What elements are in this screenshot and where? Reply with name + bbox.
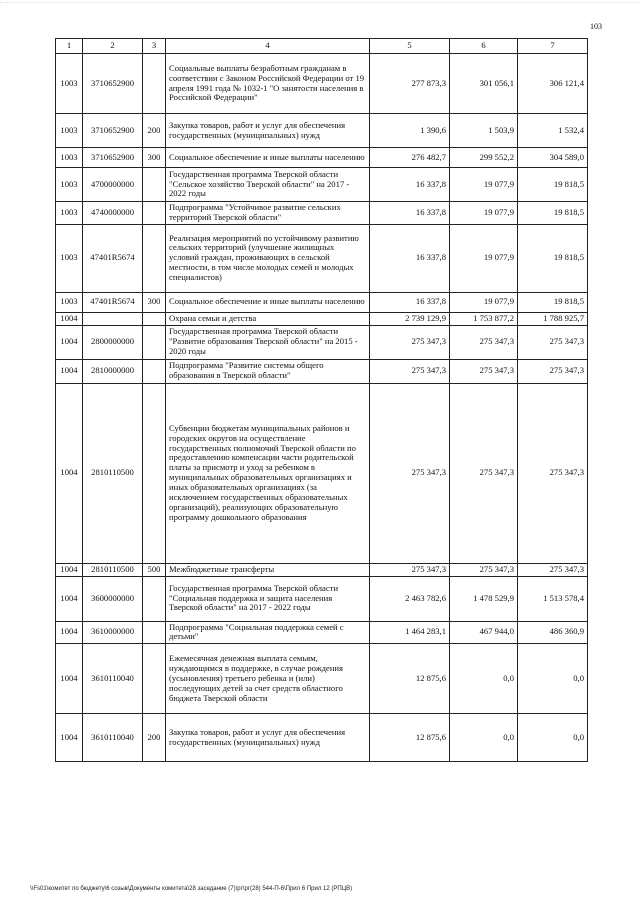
target-article-cell: 3610000000 [83, 621, 143, 644]
section-code-cell: 1004 [56, 312, 83, 325]
target-article-cell: 3710652900 [83, 114, 143, 148]
description-cell: Социальное обеспечение и иные выплаты населению [166, 148, 370, 168]
page-number: 103 [590, 22, 602, 31]
amount-2019-cell: 275 347,3 [450, 563, 518, 576]
amount-2020-cell: 304 589,0 [518, 148, 588, 168]
expense-type-cell [143, 168, 166, 202]
header-row [56, 39, 588, 54]
amount-2020-cell: 275 347,3 [518, 563, 588, 576]
target-article-cell: 47401R5674 [83, 224, 143, 292]
amount-2020-cell: 0,0 [518, 644, 588, 714]
target-article-cell: 3610110040 [83, 714, 143, 762]
budget-table-container [55, 38, 587, 762]
expense-type-cell: 200 [143, 714, 166, 762]
amount-2019-cell: 467 944,0 [450, 621, 518, 644]
description-cell: Государственная программа Тверской области "Сельское хозяйство Тверской области" на 2017 - 2022 годы [166, 168, 370, 202]
amount-2019-cell: 0,0 [450, 644, 518, 714]
amount-2019-cell: 275 347,3 [450, 383, 518, 563]
amount-2018-cell: 275 347,3 [370, 325, 450, 359]
amount-2018-cell: 1 464 283,1 [370, 621, 450, 644]
budget-table [55, 38, 588, 762]
description-cell: Ежемесячная денежная выплата семьям, нуждающимся в поддержке, в случае рождения (усыновления) третьего ребенка и (или) последующих детей за счет средств областного бюджета Тверской области [166, 644, 370, 714]
target-article-cell: 2810110500 [83, 563, 143, 576]
table-row [56, 202, 588, 225]
section-code-cell: 1003 [56, 168, 83, 202]
amount-2020-cell: 19 818,5 [518, 168, 588, 202]
amount-2019-cell: 19 077,9 [450, 224, 518, 292]
header-cell: 5 [370, 39, 450, 54]
table-body [56, 54, 588, 762]
table-row [56, 576, 588, 621]
description-cell: Охрана семьи и детства [166, 312, 370, 325]
amount-2018-cell: 276 482,7 [370, 148, 450, 168]
description-cell: Субвенции бюджетам муниципальных районов и городских округов на осуществление государственных полномочий Тверской области по предоставлению компенсации части родительской платы за присмотр и уход за ребенком в муниципальных образовательных организациях и иных образовательных организациях (за исключением государственных образовательных организаций), реализующих образовательную программу дошкольного образования [166, 383, 370, 563]
target-article-cell [83, 312, 143, 325]
amount-2018-cell: 16 337,8 [370, 202, 450, 225]
amount-2019-cell: 301 056,1 [450, 54, 518, 114]
description-cell: Социальное обеспечение и иные выплаты населению [166, 292, 370, 312]
header-cell: 3 [143, 39, 166, 54]
expense-type-cell [143, 359, 166, 383]
description-cell: Межбюджетные трансферты [166, 563, 370, 576]
target-article-cell: 3600000000 [83, 576, 143, 621]
amount-2020-cell: 306 121,4 [518, 54, 588, 114]
expense-type-cell [143, 621, 166, 644]
description-cell: Закупка товаров, работ и услуг для обеспечения государственных (муниципальных) нужд [166, 714, 370, 762]
amount-2018-cell: 2 463 782,6 [370, 576, 450, 621]
amount-2020-cell: 486 360,9 [518, 621, 588, 644]
amount-2020-cell: 275 347,3 [518, 325, 588, 359]
section-code-cell: 1003 [56, 202, 83, 225]
section-code-cell: 1004 [56, 383, 83, 563]
target-article-cell: 3710652900 [83, 148, 143, 168]
amount-2018-cell: 277 873,3 [370, 54, 450, 114]
amount-2020-cell: 275 347,3 [518, 359, 588, 383]
table-row [56, 383, 588, 563]
amount-2020-cell: 275 347,3 [518, 383, 588, 563]
section-code-cell: 1003 [56, 114, 83, 148]
amount-2018-cell: 16 337,8 [370, 224, 450, 292]
description-cell: Реализация мероприятий по устойчивому развитию сельских территорий (улучшение жилищных условий граждан, проживающих в сельской местности, в том числе молодых семей и молодых специалистов) [166, 224, 370, 292]
amount-2020-cell: 0,0 [518, 714, 588, 762]
header-cell: 1 [56, 39, 83, 54]
description-cell: Социальные выплаты безработным гражданам в соответствии с Законом Российской Федерации от 19 апреля 1991 года № 1032-1 "О занятости населения в Российской Федерации" [166, 54, 370, 114]
target-article-cell: 2800000000 [83, 325, 143, 359]
expense-type-cell [143, 224, 166, 292]
amount-2020-cell: 1 513 578,4 [518, 576, 588, 621]
scan-noise [0, 2, 640, 9]
amount-2018-cell: 16 337,8 [370, 168, 450, 202]
amount-2019-cell: 19 077,9 [450, 168, 518, 202]
description-cell: Подпрограмма "Социальная поддержка семей с детьми" [166, 621, 370, 644]
amount-2018-cell: 12 875,6 [370, 714, 450, 762]
table-row [56, 359, 588, 383]
section-code-cell: 1004 [56, 621, 83, 644]
target-article-cell: 2810000000 [83, 359, 143, 383]
header-cell: 4 [166, 39, 370, 54]
table-row [56, 292, 588, 312]
table-row [56, 312, 588, 325]
amount-2018-cell: 2 739 129,9 [370, 312, 450, 325]
amount-2018-cell: 12 875,6 [370, 644, 450, 714]
expense-type-cell [143, 576, 166, 621]
amount-2018-cell: 275 347,3 [370, 359, 450, 383]
expense-type-cell [143, 54, 166, 114]
table-row [56, 621, 588, 644]
amount-2019-cell: 299 552,2 [450, 148, 518, 168]
amount-2019-cell: 1 503,9 [450, 114, 518, 148]
table-row [56, 114, 588, 148]
table-row [56, 714, 588, 762]
target-article-cell: 4700000000 [83, 168, 143, 202]
expense-type-cell [143, 202, 166, 225]
header-cell: 2 [83, 39, 143, 54]
amount-2020-cell: 19 818,5 [518, 224, 588, 292]
amount-2019-cell: 19 077,9 [450, 202, 518, 225]
amount-2019-cell: 275 347,3 [450, 325, 518, 359]
expense-type-cell: 200 [143, 114, 166, 148]
section-code-cell: 1003 [56, 224, 83, 292]
description-cell: Подпрограмма "Устойчивое развитие сельских территорий Тверской области" [166, 202, 370, 225]
section-code-cell: 1004 [56, 714, 83, 762]
amount-2020-cell: 19 818,5 [518, 292, 588, 312]
section-code-cell: 1004 [56, 563, 83, 576]
table-row [56, 644, 588, 714]
header-cell: 7 [518, 39, 588, 54]
section-code-cell: 1004 [56, 325, 83, 359]
amount-2019-cell: 1 753 877,2 [450, 312, 518, 325]
description-cell: Государственная программа Тверской области "Социальная поддержка и защита населения Тверской области" на 2017 - 2022 годы [166, 576, 370, 621]
amount-2019-cell: 1 478 529,9 [450, 576, 518, 621]
amount-2019-cell: 0,0 [450, 714, 518, 762]
table-row [56, 148, 588, 168]
section-code-cell: 1003 [56, 148, 83, 168]
section-code-cell: 1004 [56, 359, 83, 383]
file-path-footer: \\Fs01\комитет по бюджету\6 созыв\Документы комитета\28 заседание (7)\рг\рг(28) 544-П-6\Прил 6 Прил 12 (РПЦВ) [30, 886, 353, 892]
table-row [56, 325, 588, 359]
target-article-cell: 4740000000 [83, 202, 143, 225]
amount-2020-cell: 19 818,5 [518, 202, 588, 225]
target-article-cell: 2810110500 [83, 383, 143, 563]
section-code-cell: 1004 [56, 576, 83, 621]
amount-2018-cell: 275 347,3 [370, 383, 450, 563]
amount-2018-cell: 275 347,3 [370, 563, 450, 576]
expense-type-cell [143, 644, 166, 714]
amount-2020-cell: 1 532,4 [518, 114, 588, 148]
table-row [56, 224, 588, 292]
amount-2018-cell: 16 337,8 [370, 292, 450, 312]
amount-2019-cell: 275 347,3 [450, 359, 518, 383]
section-code-cell: 1004 [56, 644, 83, 714]
expense-type-cell [143, 383, 166, 563]
expense-type-cell [143, 312, 166, 325]
expense-type-cell: 300 [143, 148, 166, 168]
description-cell: Закупка товаров, работ и услуг для обеспечения государственных (муниципальных) нужд [166, 114, 370, 148]
target-article-cell: 3610110040 [83, 644, 143, 714]
expense-type-cell: 500 [143, 563, 166, 576]
description-cell: Подпрограмма "Развитие системы общего образования в Тверской области" [166, 359, 370, 383]
description-cell: Государственная программа Тверской области "Развитие образования Тверской области" на 2015 - 2020 годы [166, 325, 370, 359]
target-article-cell: 47401R5674 [83, 292, 143, 312]
section-code-cell: 1003 [56, 54, 83, 114]
amount-2018-cell: 1 390,6 [370, 114, 450, 148]
expense-type-cell [143, 325, 166, 359]
table-row [56, 168, 588, 202]
section-code-cell: 1003 [56, 292, 83, 312]
amount-2020-cell: 1 788 925,7 [518, 312, 588, 325]
table-row [56, 563, 588, 576]
expense-type-cell: 300 [143, 292, 166, 312]
target-article-cell: 3710652900 [83, 54, 143, 114]
table-row [56, 54, 588, 114]
header-cell: 6 [450, 39, 518, 54]
amount-2019-cell: 19 077,9 [450, 292, 518, 312]
